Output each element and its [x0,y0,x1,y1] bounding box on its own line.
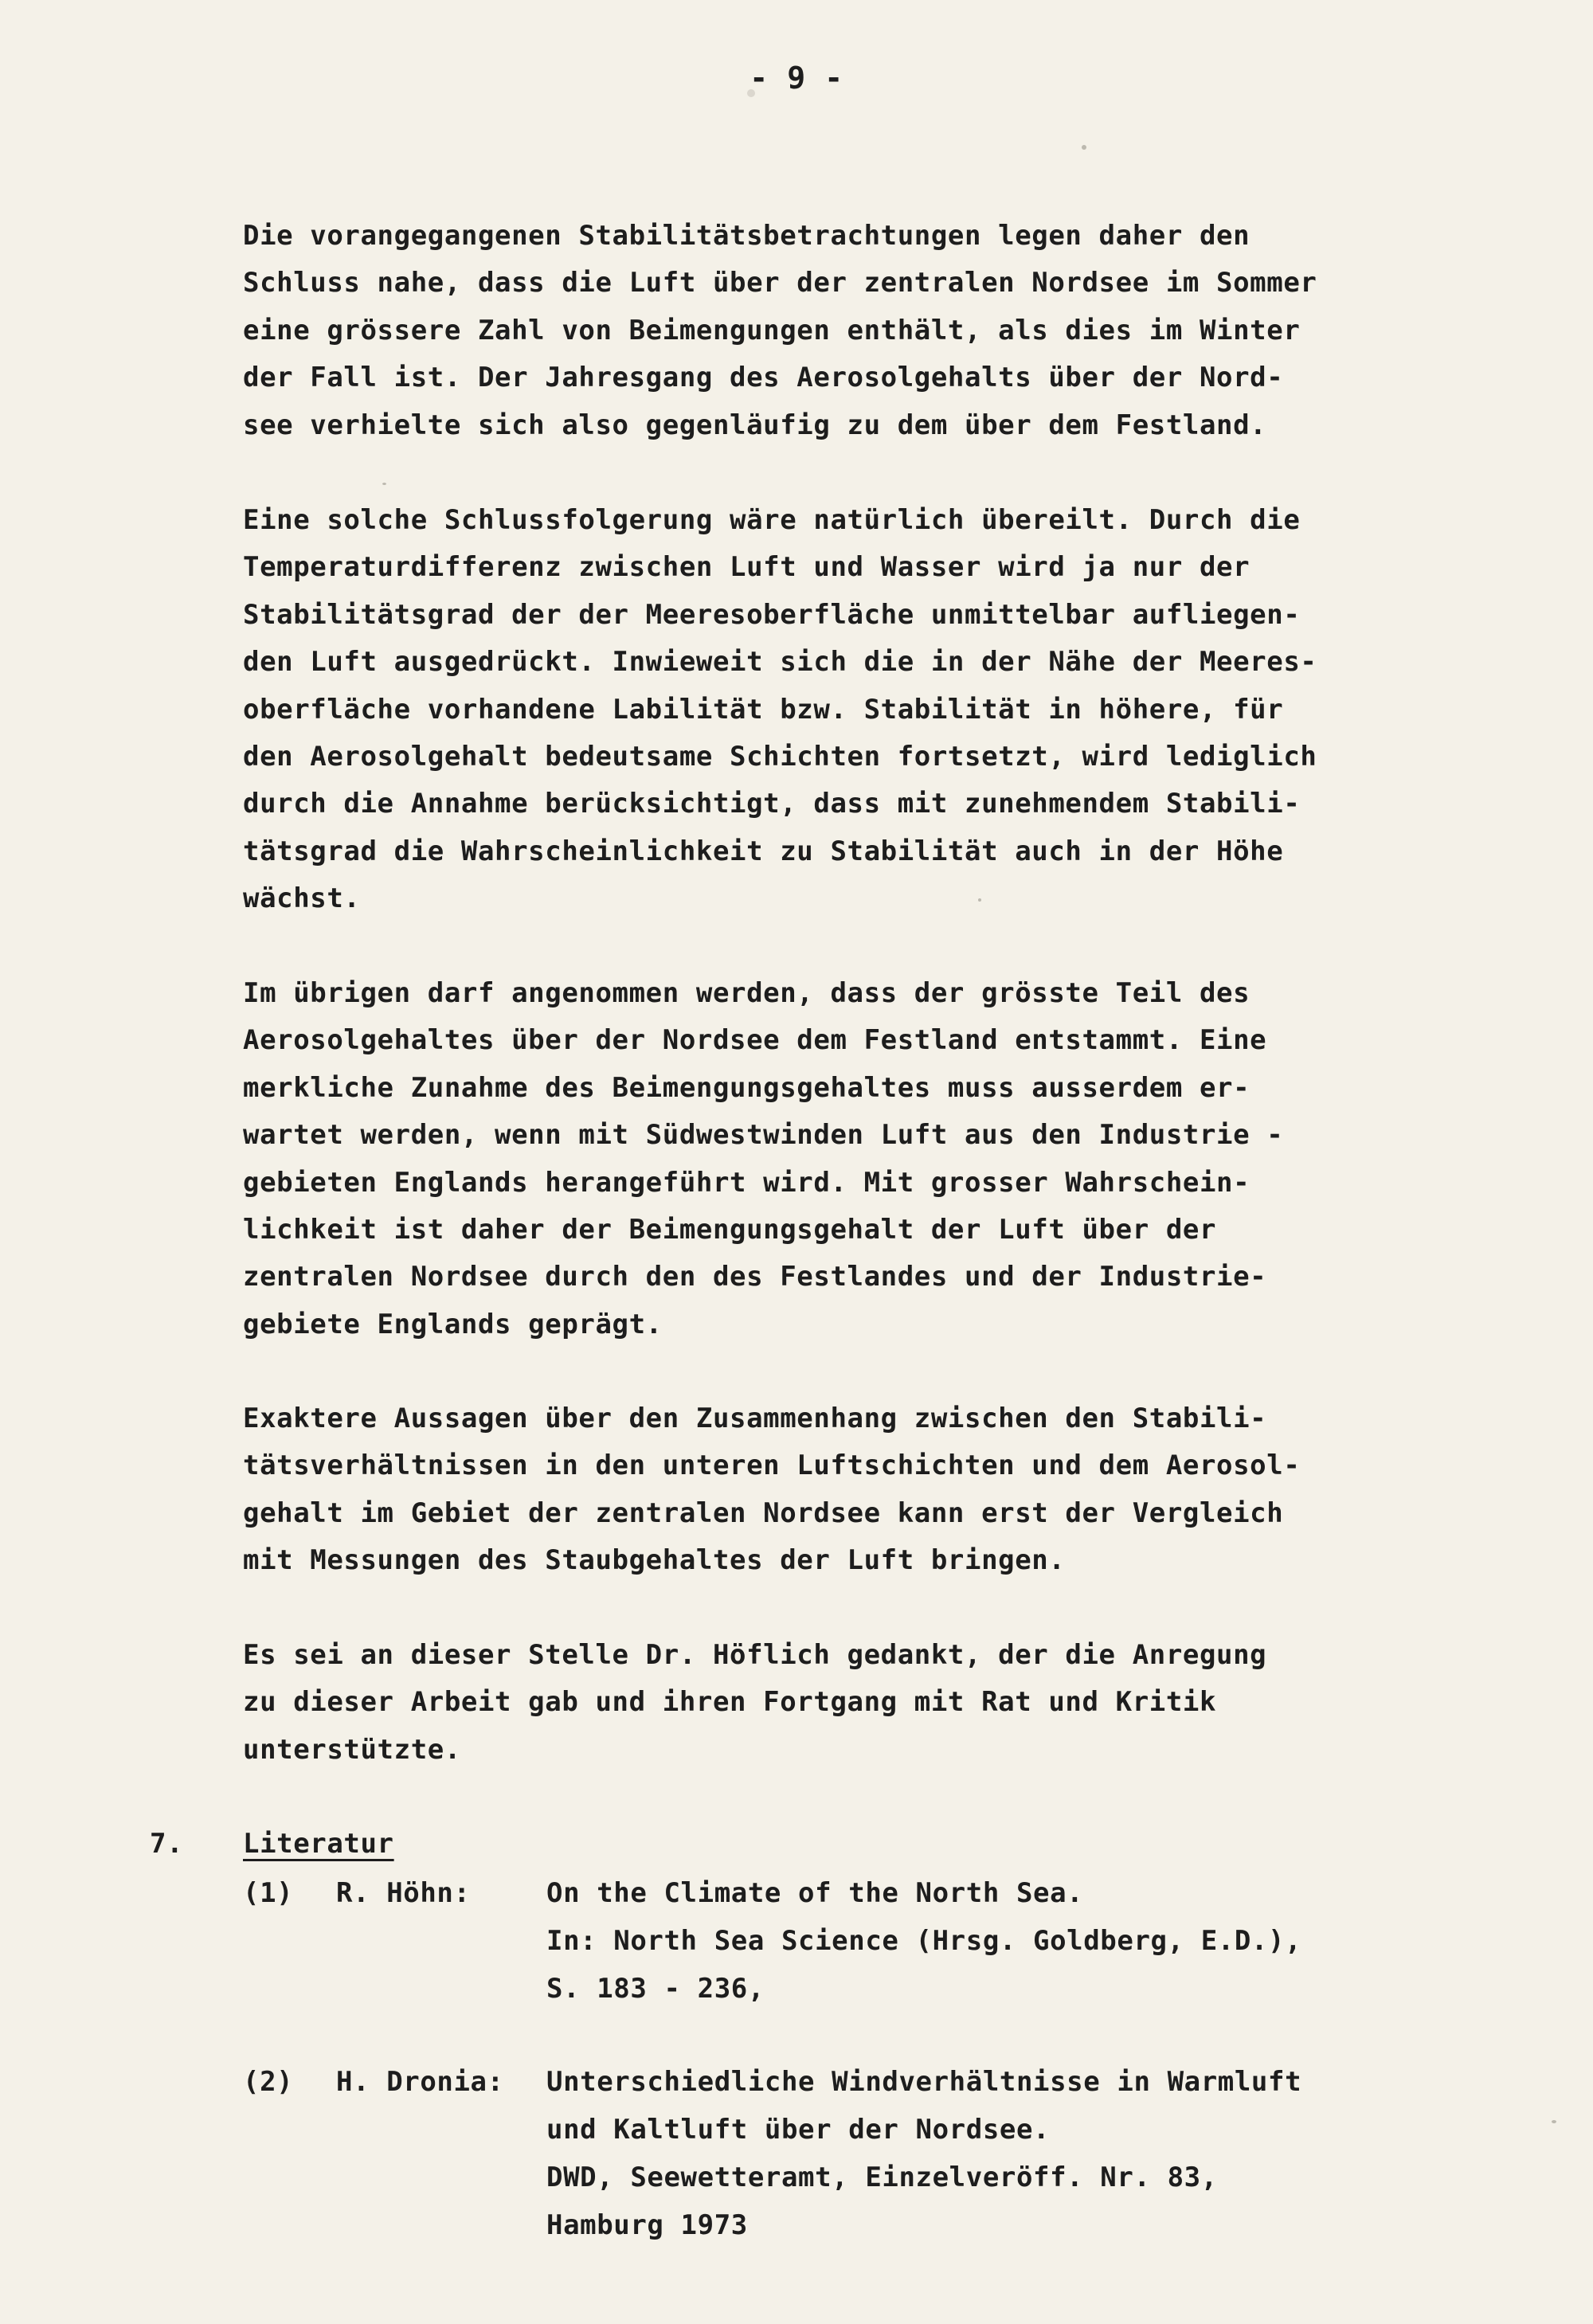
paragraph [243,497,1517,923]
text-line: Im übrigen darf angenommen werden, dass der grösste Teil des [243,977,1251,1009]
scan-speck [1082,145,1086,150]
reference-line: On the Climate of the North Sea. [546,1877,1084,1909]
text-line: oberfläche vorhandene Labilität bzw. Stabilität in höhere, für [243,693,1284,726]
section-title: Literatur [243,1828,394,1860]
text-line: gebiete Englands geprägt. [243,1308,663,1340]
scan-speck [978,898,981,902]
reference-entry [546,2058,1542,2249]
text-line: wartet werden, wenn mit Südwestwinden Luft aus den Industrie - [243,1119,1284,1152]
scan-speck [1552,2120,1556,2123]
reference-author: H. Dronia: [336,2066,504,2098]
text-line: Exaktere Aussagen über den Zusammenhang zwischen den Stabili- [243,1403,1267,1434]
text-line: mit Messungen des Staubgehaltes der Luft bringen. [243,1544,1066,1577]
text-line: merkliche Zunahme des Beimengungsgehaltes muss ausserdem er- [243,1071,1251,1104]
paragraph [243,1395,1517,1585]
scan-speck [382,483,386,485]
text-line: tätsgrad die Wahrscheinlichkeit zu Stabilität auch in der Höhe [243,835,1284,867]
scan-speck [747,89,755,97]
reference-author: R. Höhn: [336,1877,471,1909]
text-line: Temperaturdifferenz zwischen Luft und Wasser wird ja nur der [243,551,1251,584]
text-line: unterstützte. [243,1733,461,1766]
text-line: eine grössere Zahl von Beimengungen enthält, als dies im Winter [243,314,1301,346]
text-line: Die vorangegangenen Stabilitätsbetrachtungen legen daher den [243,220,1251,252]
text-line: den Aerosolgehalt bedeutsame Schichten fortsetzt, wird lediglich [243,740,1317,773]
text-line: wächst. [243,882,361,915]
text-line: den Luft ausgedrückt. Inwieweit sich die in der Nähe der Meeres- [243,646,1317,679]
text-line: der Fall ist. Der Jahresgang des Aerosolgehalts über der Nord- [243,362,1284,394]
reference-number: (1) [243,1877,294,1909]
text-line: tätsverhältnissen in den unteren Luftschichten und dem Aerosol- [243,1450,1301,1482]
reference-entry [546,1869,1542,2013]
section-number: 7. [150,1828,184,1860]
text-line: gehalt im Gebiet der zentralen Nordsee kann erst der Vergleich [243,1497,1284,1529]
text-line: lichkeit ist daher der Beimengungsgehalt der Luft über der [243,1213,1217,1246]
paragraph [243,1632,1517,1774]
paragraph [243,213,1517,449]
text-line: see verhielte sich also gegenläufig zu dem über dem Festland. [243,409,1267,441]
text-line: Stabilitätsgrad der der Meeresoberfläche unmittelbar aufliegen- [243,598,1301,631]
reference-number: (2) [243,2066,294,2098]
reference-line: und Kaltluft über der Nordsee. [546,2114,1051,2146]
reference-line: In: North Sea Science (Hrsg. Goldberg, E.D.), [546,1925,1302,1957]
paragraph [243,970,1517,1348]
text-line: Aerosolgehaltes über der Nordsee dem Festland entstammt. Eine [243,1024,1267,1057]
text-line: Es sei an dieser Stelle Dr. Höflich gedankt, der die Anregung [243,1639,1267,1671]
reference-line: Hamburg 1973 [546,2209,748,2241]
text-line: zu dieser Arbeit gab und ihren Fortgang mit Rat und Kritik [243,1686,1217,1719]
reference-line: DWD, Seewetteramt, Einzelveröff. Nr. 83, [546,2162,1218,2193]
reference-line: S. 183 - 236, [546,1973,765,2005]
text-line: zentralen Nordsee durch den des Festlandes und der Industrie- [243,1261,1267,1293]
text-line: Eine solche Schlussfolgerung wäre natürlich übereilt. Durch die [243,504,1301,536]
text-line: Schluss nahe, dass die Luft über der zentralen Nordsee im Sommer [243,267,1317,299]
text-line: durch die Annahme berücksichtigt, dass mit zunehmendem Stabili- [243,788,1301,820]
reference-line: Unterschiedliche Windverhältnisse in Warmluft [546,2066,1302,2098]
text-line: gebieten Englands herangeführt wird. Mit grosser Wahrschein- [243,1166,1251,1199]
page-number: - 9 - [750,61,843,96]
